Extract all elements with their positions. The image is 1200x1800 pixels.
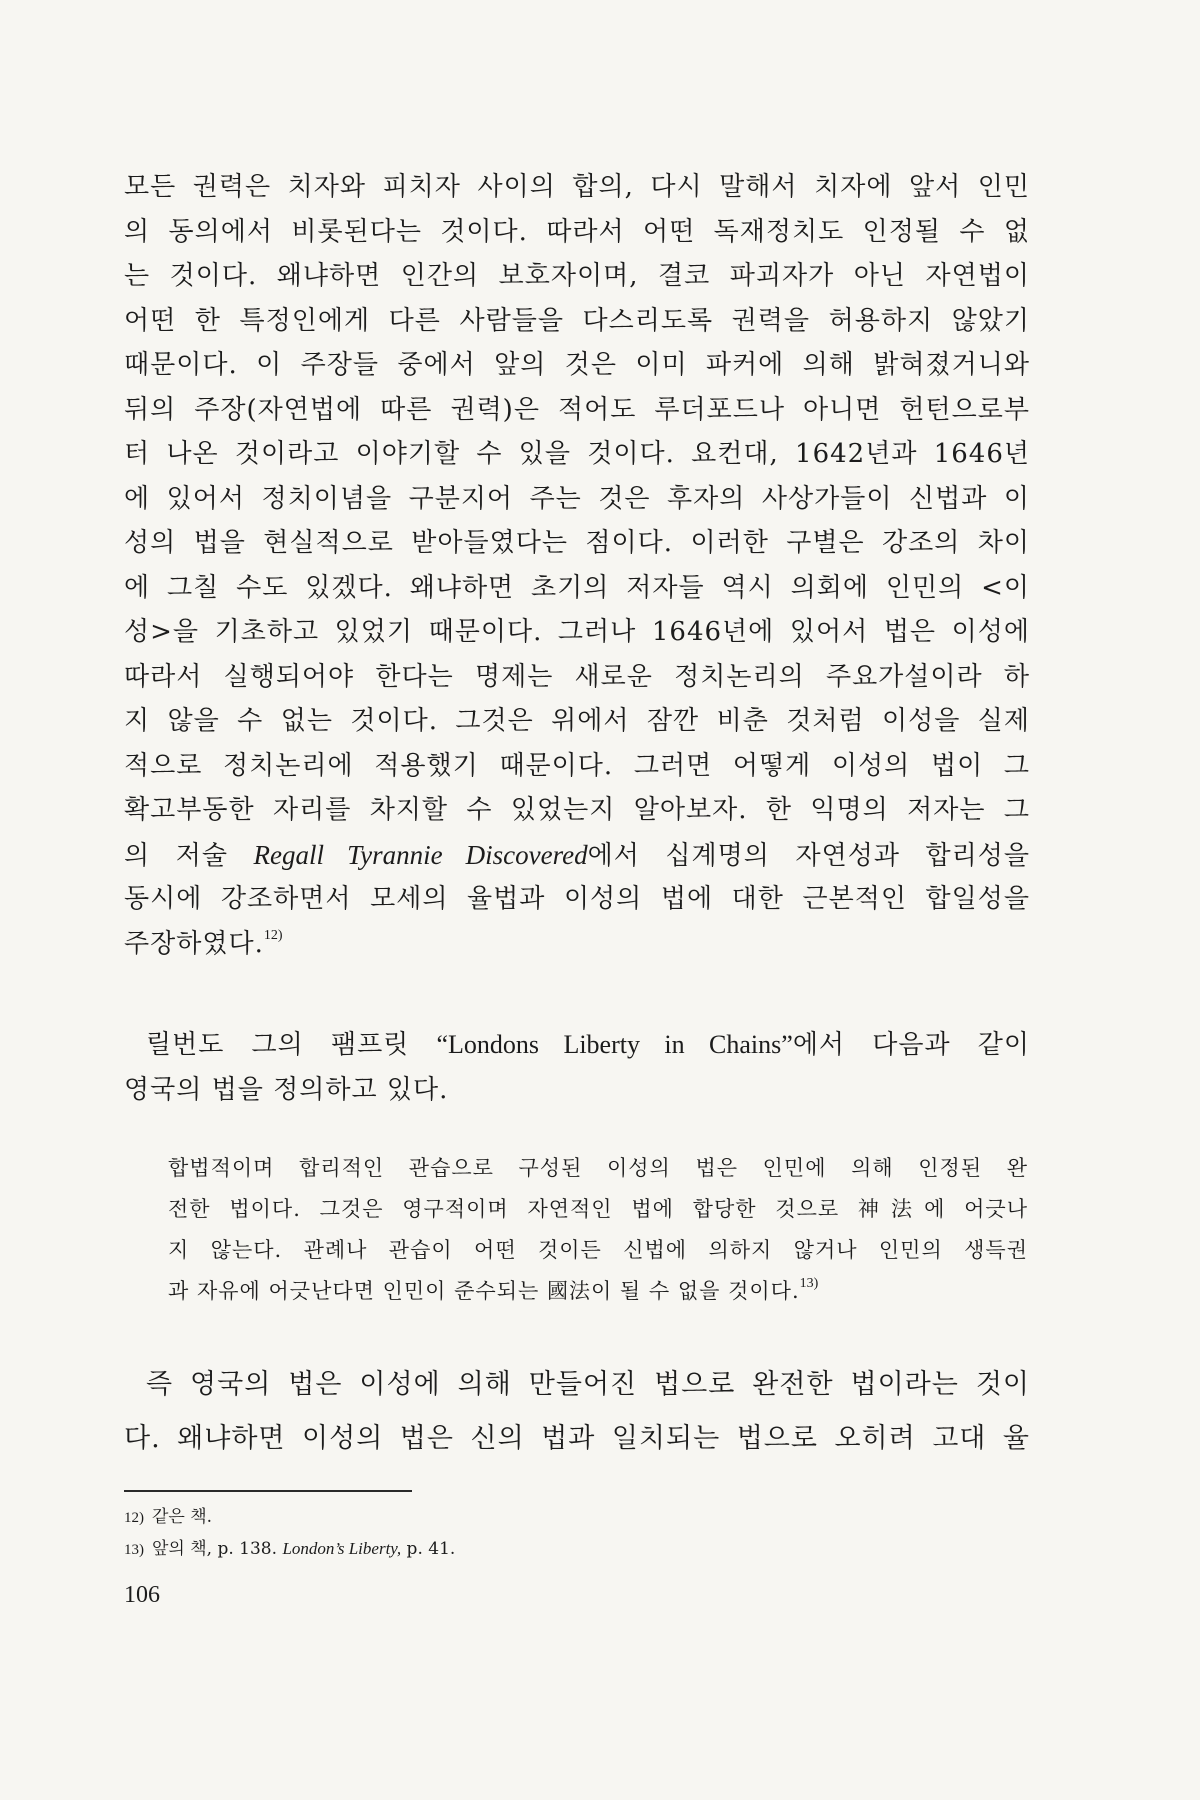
closing-paragraph [124,1358,1030,1466]
page-number: 106 [124,1582,160,1608]
pamphlet-title: “Londons Liberty in Chains” [436,1030,793,1059]
text-line: 성>을 기초하고 있었기 때문이다. 그러나 1646년에 있어서 법은 이성에 [124,617,1030,647]
text-line: 때문이다. 이 주장들 중에서 앞의 것은 이미 파커에 의해 밝혀졌거니와 [124,350,1030,380]
text-line: 어떤 한 특정인에게 다른 사람들을 다스리도록 권력을 허용하지 않았기 [124,305,1030,336]
text-segment: 의 저술 [124,840,254,871]
text-line: 의 동의에서 비롯된다는 것이다. 따라서 어떤 독재정치도 인정될 수 없 [124,216,1030,247]
text-line: 즉 영국의 법은 이성에 의해 만들어진 법으로 완전한 법이라는 것이 [146,1369,1030,1400]
text-line: 터 나온 것이라고 이야기할 수 있을 것이다. 요컨대, 1642년과 1646년 [124,439,1030,469]
footnote-text: p. 41. [401,1539,456,1559]
text-line: 에 있어서 정치이념을 구분지어 주는 것은 후자의 사상가들이 신법과 이 [124,483,1030,514]
footnote-ref: 13) [799,1276,819,1291]
text-segment: 에서 다음과 같이 [792,1030,1030,1060]
text-line: 영국의 법을 정의하고 있다. [124,1074,449,1105]
footnote-text: 앞의 책, p. 138. [152,1539,283,1559]
footnote-italic-title: London’s Liberty, [282,1539,402,1558]
quote-line: 전한 법이다. 그것은 영구적이며 자연적인 법에 합당한 것으로 神法에 어긋나 [168,1197,1028,1221]
second-paragraph [124,1023,1030,1112]
footnote-13 [124,1533,924,1564]
text-line: 성의 법을 현실적으로 받아들였다는 점이다. 이러한 구별은 강조의 차이 [124,528,1030,558]
text-line: 확고부동한 자리를 차지할 수 있었는지 알아보자. 한 익명의 저자는 그 [124,795,1030,825]
footnotes [124,1502,924,1564]
text-line: 는 것이다. 왜냐하면 인간의 보호자이며, 결코 파괴자가 아닌 자연법이 [124,261,1030,291]
footnote-ref: 12) [263,927,283,943]
text-segment: 과 자유에 어긋난다면 인민이 준수되는 國法이 될 수 없을 것이다. [168,1279,800,1303]
footnote-text: 같은 책. [152,1507,213,1527]
block-quote [168,1148,1028,1312]
text-line: 에 그칠 수도 있겠다. 왜냐하면 초기의 저자들 역시 의회에 인민의 <이 [124,572,1030,603]
footnote-number: 13) [124,1542,144,1558]
quote-line: 합법적이며 합리적인 관습으로 구성된 이성의 법은 인민에 의해 인정된 완 [168,1156,1028,1180]
text-segment: 릴번도 그의 팸프릿 [146,1030,437,1060]
text-line: 동시에 강조하면서 모세의 율법과 이성의 법에 대한 근본적인 합일성을 [124,884,1030,914]
quote-line [168,1271,1028,1312]
main-paragraph [124,165,1030,966]
text-line [124,922,1030,967]
text-segment: 에서 십계명의 자연성과 합리성을 [587,840,1030,871]
text-line: 따라서 실행되어야 한다는 명제는 새로운 정치논리의 주요가설이라 하 [124,661,1030,692]
text-line: 모든 권력은 치자와 피치자 사이의 합의, 다시 말해서 치자에 앞서 인민 [124,172,1030,202]
text-line-with-title [124,833,1030,878]
text-line: 지 않을 수 없는 것이다. 그것은 위에서 잠깐 비춘 것처럼 이성을 실제 [124,706,1030,736]
footnote-number: 12) [124,1510,144,1526]
footnote-divider [124,1490,412,1492]
text-line: 다. 왜냐하면 이성의 법은 신의 법과 일치되는 법으로 오히려 고대 율 [124,1423,1030,1454]
text-line-with-quote [124,1023,1030,1068]
text-segment: 주장하였다. [124,928,264,959]
text-line: 뒤의 주장(자연법에 따른 권력)은 적어도 루더포드나 아니면 헌턴으로부 [124,394,1030,425]
text-line: 적으로 정치논리에 적용했기 때문이다. 그러면 어떻게 이성의 법이 그 [124,750,1030,781]
quote-line: 지 않는다. 관례나 관습이 어떤 것이든 신법에 의하지 않거나 인민의 생득권 [168,1238,1028,1262]
footnote-12 [124,1502,924,1533]
work-title-italic: Regall Tyrannie Discovered [253,839,588,870]
